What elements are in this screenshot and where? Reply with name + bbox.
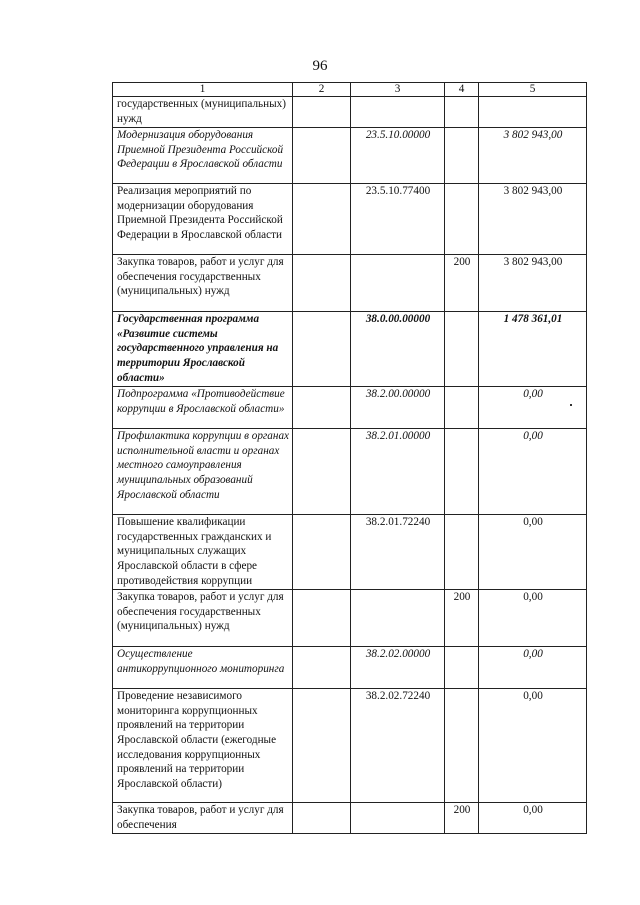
row-code-cell: 38.2.02.00000: [351, 647, 445, 689]
budget-table: [112, 82, 587, 834]
row-code-cell: 38.2.01.72240: [351, 515, 445, 590]
row-amount-cell: 3 802 943,00: [479, 255, 587, 312]
row-name-cell: Закупка товаров, работ и услуг для обеспечения государственных (муниципальных) нужд: [113, 255, 293, 312]
row-name-cell: Профилактика коррупции в органах исполнительной власти и органах местного самоуправления муниципальных образований Ярославской области: [113, 429, 293, 515]
row-amount-cell: 0,00: [479, 515, 587, 590]
table-row: [113, 387, 587, 429]
row-amount-cell: [479, 97, 587, 128]
header-col-1: 1: [113, 83, 293, 97]
table-row: [113, 184, 587, 255]
row-type-cell: [445, 312, 479, 387]
row-amount-cell: 1 478 361,01: [479, 312, 587, 387]
row-code-cell: [351, 97, 445, 128]
row-amount-cell: 0,00: [479, 387, 587, 429]
table-header-row: [113, 83, 587, 97]
row-code-cell: 23.5.10.00000: [351, 128, 445, 184]
row-amount-cell: 0,00: [479, 429, 587, 515]
row-col2-cell: [293, 647, 351, 689]
row-col2-cell: [293, 97, 351, 128]
row-col2-cell: [293, 128, 351, 184]
row-code-cell: 23.5.10.77400: [351, 184, 445, 255]
row-name-cell: государственных (муниципальных) нужд: [113, 97, 293, 128]
row-type-cell: [445, 429, 479, 515]
row-col2-cell: [293, 184, 351, 255]
row-code-cell: 38.0.00.00000: [351, 312, 445, 387]
row-col2-cell: [293, 590, 351, 647]
row-amount-cell: 3 802 943,00: [479, 128, 587, 184]
row-col2-cell: [293, 689, 351, 803]
row-col2-cell: [293, 387, 351, 429]
row-type-cell: [445, 689, 479, 803]
table-row: [113, 590, 587, 647]
row-code-cell: [351, 590, 445, 647]
row-amount-cell: 0,00: [479, 689, 587, 803]
row-amount-cell: 0,00: [479, 803, 587, 834]
row-type-cell: 200: [445, 803, 479, 834]
row-code-cell: [351, 803, 445, 834]
row-amount-cell: 0,00: [479, 590, 587, 647]
row-type-cell: [445, 97, 479, 128]
row-name-cell: Закупка товаров, работ и услуг для обеспечения: [113, 803, 293, 834]
row-type-cell: [445, 387, 479, 429]
scan-speck: [570, 404, 572, 406]
row-name-cell: Повышение квалификации государственных гражданских и муниципальных служащих Ярославской области в сфере противодействия коррупции: [113, 515, 293, 590]
header-col-5: 5: [479, 83, 587, 97]
row-code-cell: 38.2.02.72240: [351, 689, 445, 803]
row-type-cell: [445, 184, 479, 255]
row-name-cell: Осуществление антикоррупционного мониторинга: [113, 647, 293, 689]
row-type-cell: 200: [445, 255, 479, 312]
row-type-cell: [445, 647, 479, 689]
table-row: [113, 803, 587, 834]
header-col-4: 4: [445, 83, 479, 97]
table-row: [113, 647, 587, 689]
row-code-cell: 38.2.00.00000: [351, 387, 445, 429]
row-name-cell: Подпрограмма «Противодействие коррупции в Ярославской области»: [113, 387, 293, 429]
table-row: [113, 255, 587, 312]
row-name-cell: Реализация мероприятий по модернизации оборудования Приемной Президента Российской Федерации в Ярославской области: [113, 184, 293, 255]
page-number: 96: [312, 58, 328, 74]
row-col2-cell: [293, 515, 351, 590]
row-col2-cell: [293, 803, 351, 834]
row-type-cell: [445, 515, 479, 590]
row-col2-cell: [293, 255, 351, 312]
row-amount-cell: 0,00: [479, 647, 587, 689]
row-name-cell: Государственная программа «Развитие системы государственного управления на территории Ярославской области»: [113, 312, 293, 387]
table-row: [113, 689, 587, 803]
row-amount-cell: 3 802 943,00: [479, 184, 587, 255]
table-row: [113, 128, 587, 184]
row-type-cell: [445, 128, 479, 184]
row-name-cell: Проведение независимого мониторинга коррупционных проявлений на территории Ярославской области (ежегодные исследования коррупционных проявлений на территории Ярославской области): [113, 689, 293, 803]
header-col-3: 3: [351, 83, 445, 97]
table-row: [113, 97, 587, 128]
row-name-cell: Модернизация оборудования Приемной Президента Российской Федерации в Ярославской области: [113, 128, 293, 184]
header-col-2: 2: [293, 83, 351, 97]
row-code-cell: [351, 255, 445, 312]
row-col2-cell: [293, 312, 351, 387]
row-col2-cell: [293, 429, 351, 515]
row-name-cell: Закупка товаров, работ и услуг для обеспечения государственных (муниципальных) нужд: [113, 590, 293, 647]
table-row: [113, 429, 587, 515]
row-type-cell: 200: [445, 590, 479, 647]
table-row: [113, 515, 587, 590]
row-code-cell: 38.2.01.00000: [351, 429, 445, 515]
table-row: [113, 312, 587, 387]
